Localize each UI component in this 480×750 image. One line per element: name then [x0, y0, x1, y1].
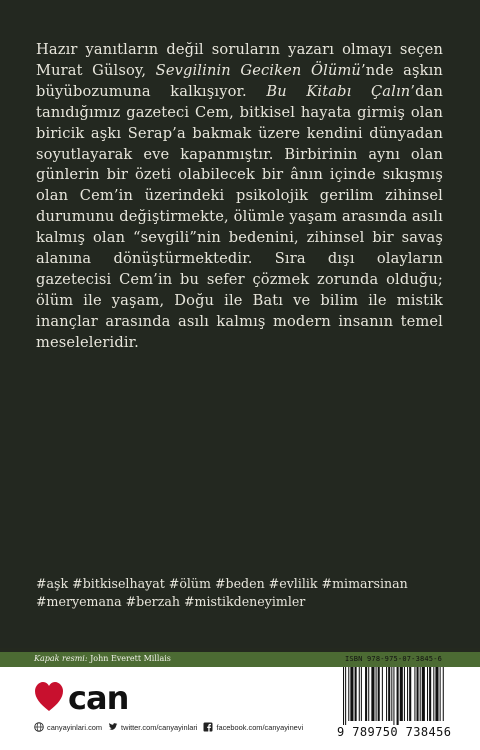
barcode-bar	[388, 667, 390, 721]
heart-icon	[35, 682, 63, 711]
barcode-bar	[350, 667, 353, 721]
barcode-bar	[391, 667, 392, 721]
facebook-link[interactable]: facebook.com/canyayinevi	[216, 723, 304, 732]
barcode-bar	[397, 667, 399, 725]
barcode-bar	[361, 667, 362, 721]
barcode-bar	[440, 667, 441, 721]
facebook-icon	[203, 722, 213, 732]
book-title-reference: Sevgilinin Geciken Ölümü	[155, 61, 361, 79]
barcode-bar	[427, 667, 428, 721]
website-link[interactable]: canyayinlari.com	[47, 723, 103, 732]
blurb-part-3: ’dan tanıdığımız gazeteci Cem, bitkisel hayata girmiş olan biricik aşkı Serap’a bakmak üzere kendini dünyadan soyutlayarak eve kapanmıştır. Birbirinin aynı olan günlerin bir özeti olabilecek bir ânın içinde sıkışmış olan Cem’in üzerindeki psikolojik gerilim zihinsel durumunu değiştirmekte, ölümle yaşam arasında asılı kalmış olan “sevgili”nin bedenini, zihinsel bir savaş alanına dönüştürmektedir. Sıra dışı olayların gazetecisi Cem’in bu sefer çözmek zorunda olduğu; ölüm ile yaşam, Doğu ile Batı ve bilim ile mistik inançlar arasında asılı kalmış modern insanın temel meseleleridir.	[36, 82, 443, 351]
cover-credit	[34, 653, 171, 665]
barcode-image	[341, 667, 446, 725]
barcode-bar	[382, 667, 383, 721]
barcode-bar	[407, 667, 408, 721]
barcode-bar	[435, 667, 438, 721]
cover-credit-label: Kapak resmi:	[34, 654, 88, 663]
barcode-bar	[343, 667, 344, 725]
globe-icon	[34, 722, 44, 732]
barcode-bar	[443, 667, 444, 721]
barcode-bar	[371, 667, 374, 721]
barcode-bar	[345, 667, 346, 725]
barcode-bar	[409, 667, 411, 721]
cover-credit-value: John Everett Millais	[90, 654, 171, 663]
barcode-bar	[368, 667, 369, 721]
barcode-bar	[386, 667, 387, 721]
barcode-bar	[414, 667, 415, 721]
barcode-bar	[429, 667, 431, 721]
barcode-bar	[348, 667, 349, 721]
barcode-bar	[355, 667, 357, 721]
blurb-part-1: Hazır yanıtların değil soruların yazarı olmayı seçen Murat Gülsoy,	[36, 41, 443, 79]
twitter-link[interactable]: twitter.com/canyayinlari	[121, 723, 198, 732]
barcode-bar	[422, 667, 425, 721]
barcode-bar	[378, 667, 380, 721]
barcode-bar	[420, 667, 421, 721]
barcode-bar	[433, 667, 434, 721]
barcode-bar	[404, 667, 405, 721]
logo-wordmark: can	[68, 680, 129, 714]
isbn-digits: 9 789750 738456	[337, 725, 452, 739]
publisher-links	[34, 722, 303, 732]
publisher-logo	[34, 680, 150, 714]
blurb-part-2: ’nde aşkın büyübozumuna kalkışıyor.	[36, 61, 443, 100]
twitter-icon	[108, 722, 118, 732]
hashtags: #aşk #bitkiselhayat #ölüm #beden #evlilik #mimarsinan #meryemana #berzah #mistikdeneyimler	[36, 576, 408, 609]
blurb-text	[36, 40, 443, 354]
barcode-bar	[365, 667, 367, 721]
barcode-bar	[393, 667, 394, 725]
barcode-bar	[359, 667, 360, 721]
barcode-bar	[376, 667, 377, 721]
previous-book-title-reference: Bu Kitabı Çalın	[266, 82, 411, 100]
barcode-bar	[417, 667, 419, 721]
barcode-bar	[400, 667, 403, 721]
isbn-label: ISBN 978-975-07-3845-6	[344, 655, 443, 663]
